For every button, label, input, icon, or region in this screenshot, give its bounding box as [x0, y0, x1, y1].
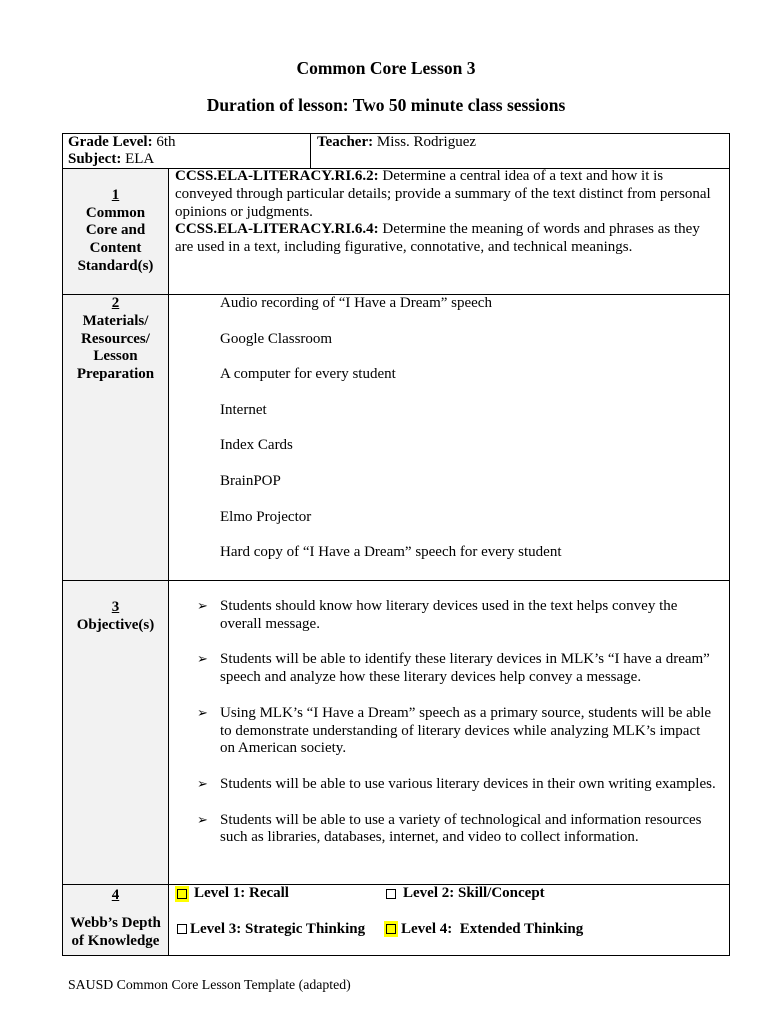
checkbox-icon: [177, 924, 187, 934]
checkbox-icon: [177, 889, 187, 899]
standard-text-line: conveyed through particular details; provide a summary of the text distinct from personal: [175, 185, 711, 202]
section-label-line: Objective(s): [76, 616, 155, 633]
objective-text-line: overall message.: [220, 615, 320, 632]
arrow-bullet-icon: ➢: [197, 705, 208, 721]
checkbox-highlight: [384, 921, 398, 937]
objective-item: [197, 704, 729, 758]
header-row: [63, 134, 729, 168]
section-label-line: Resources/: [81, 330, 150, 347]
section-label-line: Common: [85, 204, 146, 221]
section-label-line: Content: [89, 240, 142, 257]
material-item: Audio recording of “I Have a Dream” speech: [220, 295, 492, 311]
arrow-bullet-icon: ➢: [197, 812, 208, 828]
objective-text-line: such as libraries, databases, internet, and video to collect information.: [220, 829, 639, 846]
objective-text-line: speech and analyze how these literary devices help convey a message.: [220, 669, 642, 686]
objectives-row: [63, 580, 729, 884]
teacher: [317, 134, 729, 151]
depth-of-knowledge-row: [63, 884, 729, 955]
section-number: 1: [111, 186, 120, 203]
standard-text: Determine the meaning of words and phrases as they: [382, 221, 700, 238]
arrow-bullet-icon: ➢: [197, 652, 208, 668]
standard-text-line: opinions or judgments.: [175, 203, 313, 220]
checkbox-highlight: [384, 886, 398, 902]
material-item: A computer for every student: [220, 366, 396, 383]
objectives-list: [169, 581, 729, 884]
material-item: Index Cards: [220, 437, 293, 454]
material-item: Hard copy of “I Have a Dream” speech for every student: [220, 544, 562, 561]
subject: [68, 151, 310, 168]
checkbox-icon: [386, 924, 396, 934]
materials-row: [63, 294, 729, 580]
grade-subject-cell: [63, 134, 311, 168]
standard-text: Determine a central idea of a text and how it is: [382, 168, 664, 184]
material-item: Elmo Projector: [220, 508, 312, 525]
objective-text-line: on American society.: [220, 740, 347, 757]
arrow-bullet-icon: ➢: [197, 776, 208, 792]
dok-level-label: Level 4: Extended Thinking: [401, 920, 584, 937]
standards-row: [63, 168, 729, 294]
section-number: 2: [111, 295, 120, 311]
page-title: Common Core Lesson 3: [296, 58, 476, 78]
objective-item: [197, 775, 729, 794]
section-label-line: Lesson: [93, 348, 138, 365]
grade-level-label: Grade Level:: [68, 134, 153, 150]
section-number: 4: [111, 887, 120, 903]
section-label-line: Preparation: [76, 366, 155, 383]
material-item: BrainPOP: [220, 472, 281, 489]
objective-item: [197, 811, 729, 848]
teacher-value: Miss. Rodriguez: [376, 134, 477, 150]
standards-content: [169, 169, 729, 294]
dok-level-1: [175, 885, 289, 903]
standard-first-line: [175, 221, 729, 239]
teacher-cell: [311, 134, 729, 168]
dok-level-3: [175, 921, 365, 939]
section-label-depth-of-knowledge: [63, 885, 169, 955]
lesson-duration: Duration of lesson: Two 50 minute class sessions: [206, 95, 566, 115]
materials-list: [169, 295, 729, 580]
checkbox-highlight: [175, 886, 189, 902]
section-label-materials: [63, 295, 169, 580]
objective-item: [197, 598, 729, 634]
grade-level-value: 6th: [156, 134, 176, 150]
depth-of-knowledge-levels: [169, 885, 729, 955]
objective-text-line: Students should know how literary devices used in the text helps convey the: [220, 598, 678, 614]
section-label-line: Core and: [85, 222, 146, 239]
lesson-plan-table: [62, 133, 730, 956]
material-item: Google Classroom: [220, 330, 333, 347]
teacher-label: Teacher:: [317, 134, 374, 150]
subject-value: ELA: [125, 151, 155, 167]
section-label-line: of Knowledge: [71, 932, 160, 949]
standard-code: CCSS.ELA-LITERACY.RI.6.4:: [175, 221, 379, 238]
dok-level-4: [384, 921, 583, 939]
objective-text-line: Students will be able to use a variety of technological and information resources: [220, 811, 702, 828]
dok-level-label: Level 1: Recall: [194, 885, 289, 901]
section-label-line: Materials/: [82, 312, 149, 329]
objective-text-line: Students will be able to use various literary devices in their own writing examples.: [220, 775, 716, 792]
standard-text-line: are used in a text, including figurative, connotative, and technical meanings.: [175, 239, 633, 256]
checkbox-highlight: [175, 921, 189, 937]
dok-level-label: Level 2: Skill/Concept: [403, 885, 545, 901]
material-item: Internet: [220, 401, 267, 418]
standard-first-line: [175, 168, 729, 186]
section-label-objectives: [63, 581, 169, 884]
page-footer: SAUSD Common Core Lesson Template (adapted): [68, 977, 351, 992]
dok-level-label: Level 3: Strategic Thinking: [190, 920, 366, 937]
objective-text-line: to demonstrate understanding of literary devices while analyzing MLK’s impact: [220, 722, 701, 739]
checkbox-icon: [386, 889, 396, 899]
section-label-standards: [63, 169, 169, 294]
subject-label: Subject:: [68, 151, 122, 167]
section-label-line: Webb’s Depth: [70, 915, 161, 932]
section-label-line: Standard(s): [77, 257, 154, 274]
objective-item: [197, 651, 729, 687]
objective-text-line: Students will be able to identify these literary devices in MLK’s “I have a dream”: [220, 651, 710, 668]
objective-text-line: Using MLK’s “I Have a Dream” speech as a primary source, students will be able: [220, 704, 712, 721]
arrow-bullet-icon: ➢: [197, 599, 208, 614]
standard-code: CCSS.ELA-LITERACY.RI.6.2:: [175, 168, 379, 184]
dok-level-2: [384, 885, 545, 903]
grade-level: [68, 134, 310, 151]
standard-item: [175, 168, 729, 257]
section-number: 3: [111, 598, 120, 615]
